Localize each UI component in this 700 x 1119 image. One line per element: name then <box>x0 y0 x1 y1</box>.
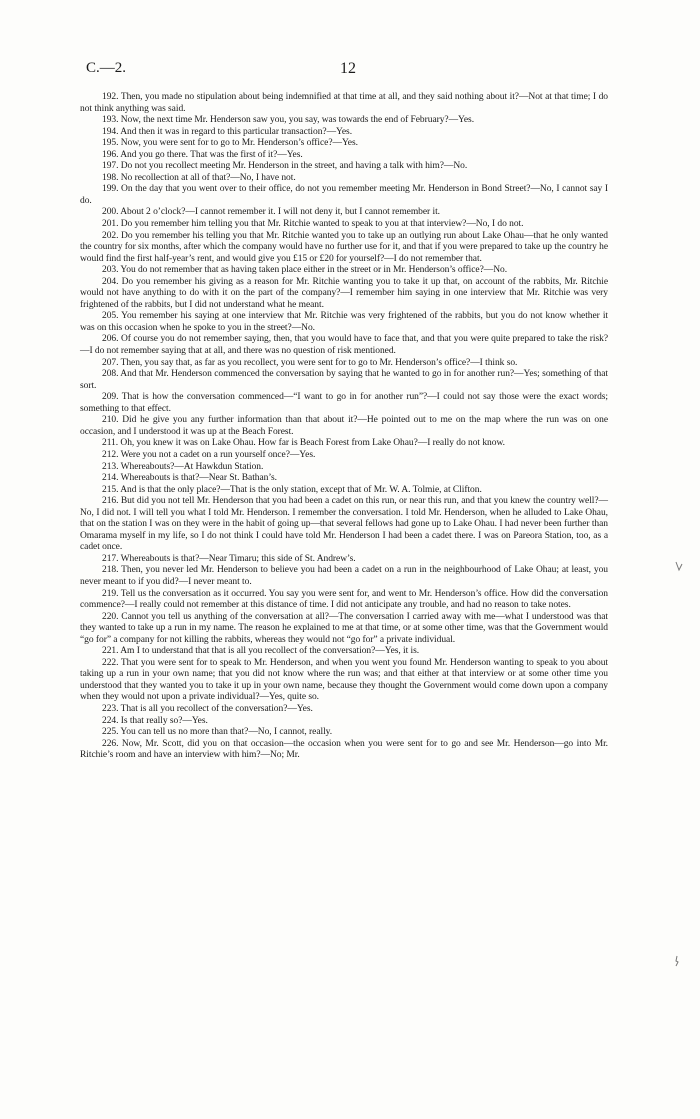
transcript-paragraph-200: 200. About 2 o’clock?—I cannot remember it. I will not deny it, but I cannot remember it. <box>102 207 440 218</box>
transcript-paragraph-205: 205. You remember his saying at one interview that Mr. Ritchie was very frightened of the rabbits, but you do not know whether it was on this occasion when he spoke to you in the street?—No. <box>80 311 608 333</box>
transcript-paragraph-209: 209. That is how the conversation commenced—“I want to go in for another run”?—I could not say those were the exact words; something to that effect. <box>80 392 608 414</box>
transcript-paragraph-199: 199. On the day that you went over to their office, do not you remember meeting Mr. Henderson in Bond Street?—No, I cannot say I do. <box>80 184 608 206</box>
transcript-paragraph-193: 193. Now, the next time Mr. Henderson saw you, you say, was towards the end of February?—Yes. <box>102 115 475 126</box>
transcript-paragraph-226: 226. Now, Mr. Scott, did you on that occasion—the occasion when you were sent for to go and see Mr. Henderson—go into Mr. Ritchie’s room and have an interview with him?—No; Mr. <box>80 738 608 761</box>
transcript-paragraph-194: 194. And then it was in regard to this particular transaction?—Yes. <box>102 126 353 137</box>
transcript-paragraph-212: 212. Were you not a cadet on a run yourself once?—Yes. <box>102 449 316 460</box>
margin-mark-icon <box>672 955 682 967</box>
transcript-paragraph-195: 195. Now, you were sent for to go to Mr. Henderson’s office?—Yes. <box>102 138 358 149</box>
document-reference: C.—2. <box>86 60 127 76</box>
transcript-paragraph-204: 204. Do you remember his giving as a reason for Mr. Ritchie wanting you to take it up that, on account of the rabbits, Mr. Ritchie would not have anything to do with it on the part of the company?—I remember him saying in one interview that Mr. Ritchie was very frightened of the rabbits, but I did not understand what he meant. <box>80 276 608 310</box>
transcript-paragraph-203: 203. You do not remember that as having taken place either in the street or in Mr. Henderson’s office?—No. <box>102 265 508 276</box>
transcript-paragraph-211: 211. Oh, you knew it was on Lake Ohau. How far is Beach Forest from Lake Ohau?—I really do not know. <box>102 438 505 449</box>
transcript-paragraph-196: 196. And you go there. That was the first of it?—Yes. <box>102 149 303 160</box>
transcript-paragraph-216: 216. But did you not tell Mr. Henderson that you had been a cadet on this run, or near this run, and that you knew the country well?—No, I did not. I will tell you what I told Mr. Henderson. I remember the conversation. I told Mr. Henderson, when he alluded to Lake Ohau, that on the station I was on they were in the habit of going up—that several fellows had gone up to Lake Ohau. I had never been further than Omarama myself in my life, so I do not think I could have told Mr. Henderson I had been a cadet there. I was on Pareora Station, too, as a cadet once. <box>80 496 608 553</box>
transcript-paragraph-210: 210. Did he give you any further information than that about it?—He pointed out to me on the map where the run was on one occasion, and I understood it was up at the Beach Forest. <box>80 415 608 437</box>
transcript-paragraph-218: 218. Then, you never led Mr. Henderson to believe you had been a cadet on a run in the neighbourhood of Lake Ohau; at least, you never meant to if you did?—I never meant to. <box>80 565 608 587</box>
transcript-paragraph-222: 222. That you were sent for to speak to Mr. Henderson, and when you went you found Mr. Henderson wanting to speak to you about taking up a run in your own name; that you did not know where the run was; and that either at that interview or at some other time you understood that they wanted you to take it up in your own name, because they thought the Government would come down upon a company when they would not upon a private individual?—Yes, quite so. <box>80 657 608 703</box>
page-number: 12 <box>340 60 356 77</box>
transcript-paragraph-201: 201. Do you remember him telling you that Mr. Ritchie wanted to speak to you at that interview?—No, I do not. <box>102 219 524 230</box>
transcript-paragraph-225: 225. You can tell us no more than that?—No, I cannot, really. <box>102 727 333 738</box>
transcript-paragraph-214: 214. Whereabouts is that?—Near St. Bathan’s. <box>102 473 277 484</box>
transcript-paragraph-198: 198. No recollection at all of that?—No, I have not. <box>102 172 296 183</box>
page-header <box>86 60 614 82</box>
transcript-paragraph-224: 224. Is that really so?—Yes. <box>102 715 208 726</box>
transcript-paragraph-207: 207. Then, you say that, as far as you recollect, you were sent for to go to Mr. Henderson’s office?—I think so. <box>102 357 518 368</box>
transcript-body <box>80 92 608 762</box>
transcript-paragraph-213: 213. Whereabouts?—At Hawkdun Station. <box>102 461 264 472</box>
transcript-paragraph-215: 215. And is that the only place?—That is the only station, except that of Mr. W. A. Tolmie, at Clifton. <box>102 484 482 495</box>
transcript-paragraph-197: 197. Do not you recollect meeting Mr. Henderson in the street, and having a talk with him?—No. <box>102 161 468 172</box>
transcript-paragraph-220: 220. Cannot you tell us anything of the conversation at all?—The conversation I carried away with me—what I understood was that they wanted to take up a run in my name. The reason he explained to me at that time, or at some other time, was that the Government would “go for” a company for not killing the rabbits, whereas they would not “go for” a private individual. <box>80 611 608 645</box>
transcript-paragraph-192: 192. Then, you made no stipulation about being indemnified at that time at all, and they said nothing about it?—Not at that time; I do not think anything was said. <box>80 92 608 114</box>
transcript-paragraph-208: 208. And that Mr. Henderson commenced the conversation by saying that he wanted to go in for another run?—Yes; something of that sort. <box>80 369 608 391</box>
transcript-paragraph-217: 217. Whereabouts is that?—Near Timaru; this side of St. Andrew’s. <box>102 553 356 564</box>
margin-mark-icon <box>674 560 684 572</box>
transcript-paragraph-206: 206. Of course you do not remember saying, then, that you would have to face that, and that you were quite prepared to take the risk?—I do not remember saying that at all, and there was no question of risk mentioned. <box>80 334 608 357</box>
transcript-paragraph-202: 202. Do you remember his telling you that Mr. Ritchie wanted you to take up an outlying run about Lake Ohau—that he only wanted the country for six months, after which the company would have no further use for it, and that if you were prepared to take up the country he would find the first half-year’s rent, and would give you £15 or £20 for yourself?—I do not remember that. <box>80 230 608 264</box>
transcript-paragraph-221: 221. Am I to understand that that is all you recollect of the conversation?—Yes, it is. <box>102 646 420 657</box>
transcript-paragraph-223: 223. That is all you recollect of the conversation?—Yes. <box>102 703 313 714</box>
transcript-paragraph-219: 219. Tell us the conversation as it occurred. You say you were sent for, and went to Mr. Henderson’s office. How did the conversation commence?—I really could not remember at this distance of time. I did not anticipate any trouble, and had no reason to take notes. <box>80 588 608 611</box>
